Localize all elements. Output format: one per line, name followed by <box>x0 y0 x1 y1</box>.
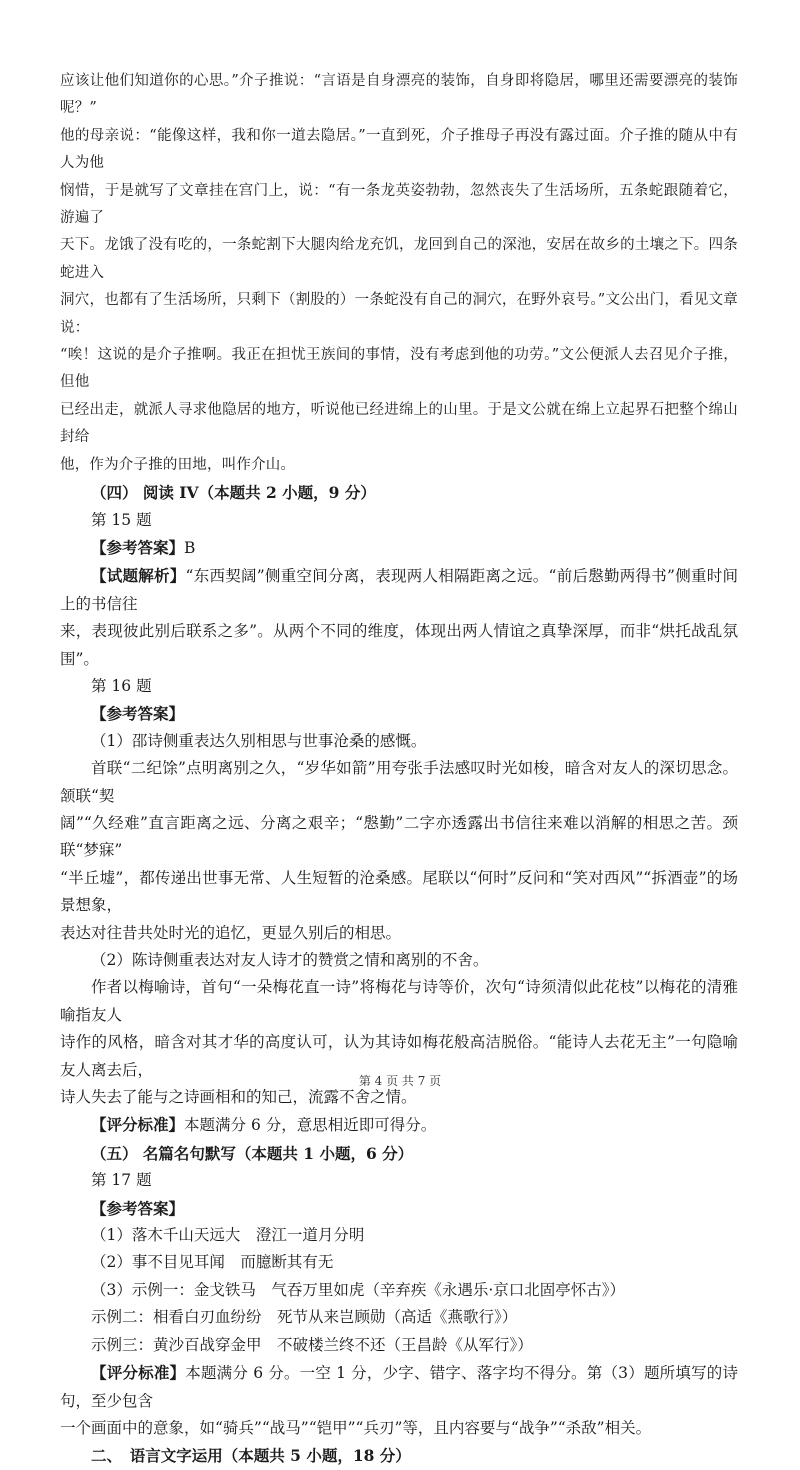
q16-scoring <box>60 1111 738 1139</box>
question-title-15: 第 15 题 <box>91 510 152 529</box>
scoring-text: 本题满分 6 分。一空 1 分，少字、错字、落字均不得分。第（3）题所填写的诗句，至少包含 <box>60 1364 738 1410</box>
q15-answer <box>60 534 738 562</box>
q17-scoring-line <box>60 1359 738 1415</box>
section-heading-reading-4: （四） 阅读 IV（本题共 2 小题，9 分） <box>91 483 376 503</box>
question-title-16: 第 16 题 <box>91 676 152 695</box>
part-heading-language-use: 二、 语言文字运用（本题共 5 小题，18 分） <box>91 1446 411 1466</box>
question-title-17: 第 17 题 <box>91 1171 152 1190</box>
answer-label: 【参考答案】 <box>91 704 185 724</box>
passage-line: 他，作为介子推的田地，叫作介山。 <box>60 456 296 473</box>
q17-example-3: 示例三：黄沙百战穿金甲 不破楼兰终不还（王昌龄《从军行》） <box>91 1335 533 1354</box>
q17-answer-3: （3）示例一：金戈铁马 气吞万里如虎（辛弃疾《永遇乐·京口北固亭怀古》） <box>91 1280 626 1299</box>
q16-para1-line: 阔”“久经难”直言距离之远、分离之艰辛；“慇勤”二字亦透露出书信往来难以消解的相思之苦。颈联“梦寐” <box>60 813 738 860</box>
answer-value: B <box>184 538 196 557</box>
answer-label: 【参考答案】 <box>91 537 185 557</box>
q16-point-2: （2）陈诗侧重表达对友人诗才的赞赏之情和离别的不舍。 <box>91 951 489 969</box>
q17-scoring-line: 一个画面中的意象，如“骑兵”“战马”“铠甲”“兵刃”等，且内容要与“战争”“杀敌”相关。 <box>60 1418 652 1437</box>
section-heading-recitation: （五） 名篇名句默写（本题共 1 小题，6 分） <box>91 1143 414 1163</box>
q15-analysis-line: 来，表现彼此别后联系之多”。从两个不同的维度，体现出两人情谊之真挚深厚，而非“烘托战乱氛围”。 <box>60 622 738 668</box>
q16-point-1: （1）邵诗侧重表达久别相思与世事沧桑的感慨。 <box>91 731 427 750</box>
q17-answer-1: （1）落木千山天远大 澄江一道月分明 <box>91 1226 365 1245</box>
passage-translation <box>60 68 738 479</box>
q16-para1-line: 表达对往昔共处时光的追忆，更显久别后的相思。 <box>60 923 402 942</box>
answer-label: 【参考答案】 <box>91 1198 185 1218</box>
q17-answer-2: （2）事不目见耳闻 而臆断其有无 <box>91 1253 334 1272</box>
page-content <box>60 68 738 1470</box>
q16-para1-line: “半丘墟”，都传递出世事无常、人生短暂的沧桑感。尾联以“何时”反问和“笑对西风”“拆酒壶”的场景想象， <box>60 868 738 915</box>
analysis-label: 【试题解析】 <box>91 566 186 586</box>
passage-line: 已经出走，就派人寻求他隐居的地方，听说他已经进绵上的山里。于是文公就在绵上立起界石把整个绵山封给 <box>60 401 738 446</box>
passage-line: 天下。龙饿了没有吃的，一条蛇割下大腿肉给龙充饥，龙回到自己的深池，安居在故乡的土壤之下。四条蛇进入 <box>60 237 738 281</box>
q16-para2-line: 诗人失去了能与之诗画相和的知己，流露不舍之情。 <box>60 1088 417 1107</box>
passage-line: 应该让他们知道你的心思。”介子推说：“言语是自身漂亮的装饰，自身即将隐居，哪里还需要漂亮的装饰呢？” <box>60 73 738 117</box>
q16-para1-line: 首联“二纪馀”点明离别之久，“岁华如箭”用夸张手法感叹时光如梭，暗含对友人的深切思念。颔联“契 <box>60 759 738 805</box>
page-number: 第 4 页 共 7 页 <box>358 1074 442 1088</box>
analysis-text: “东西契阔”侧重空间分离，表现两人相隔距离之远。“前后慇勤两得书”侧重时间上的书信往 <box>60 567 738 613</box>
passage-line: 洞穴，也都有了生活场所，只剩下（割股的）一条蛇没有自己的洞穴，在野外哀号。”文公出门，看见文章说： <box>60 292 738 336</box>
passage-line: 悯惜，于是就写了文章挂在宫门上，说：“有一条龙英姿勃勃，忽然丧失了生活场所，五条蛇跟随着它，游遍了 <box>60 182 738 227</box>
q15-analysis-line <box>60 562 738 618</box>
passage-line: 他的母亲说：“能像这样，我和你一道去隐居。”一直到死，介子推母子再没有露过面。介子推的随从中有人为他 <box>60 127 738 172</box>
q16-para2-line: 作者以梅喻诗，首句“一朵梅花直一诗”将梅花与诗等价，次句“诗须清似此花枝”以梅花的清雅喻指友人 <box>60 978 738 1024</box>
q17-example-2: 示例二：相看白刃血纷纷 死节从来岂顾勋（高适《燕歌行》） <box>91 1308 518 1327</box>
passage-line: “唉！这说的是介子推啊。我正在担忧王族间的事情，没有考虑到他的功劳。”文公便派人去召见介子推，但他 <box>60 347 738 391</box>
scoring-label: 【评分标准】 <box>91 1115 185 1135</box>
scoring-label: 【评分标准】 <box>91 1363 186 1383</box>
scoring-text: 本题满分 6 分，意思相近即可得分。 <box>184 1116 437 1135</box>
q16-para2-line: 诗作的风格，暗含对其才华的高度认可，认为其诗如梅花般高洁脱俗。“能诗人去花无主”一句隐喻友人离去后， <box>60 1033 738 1079</box>
